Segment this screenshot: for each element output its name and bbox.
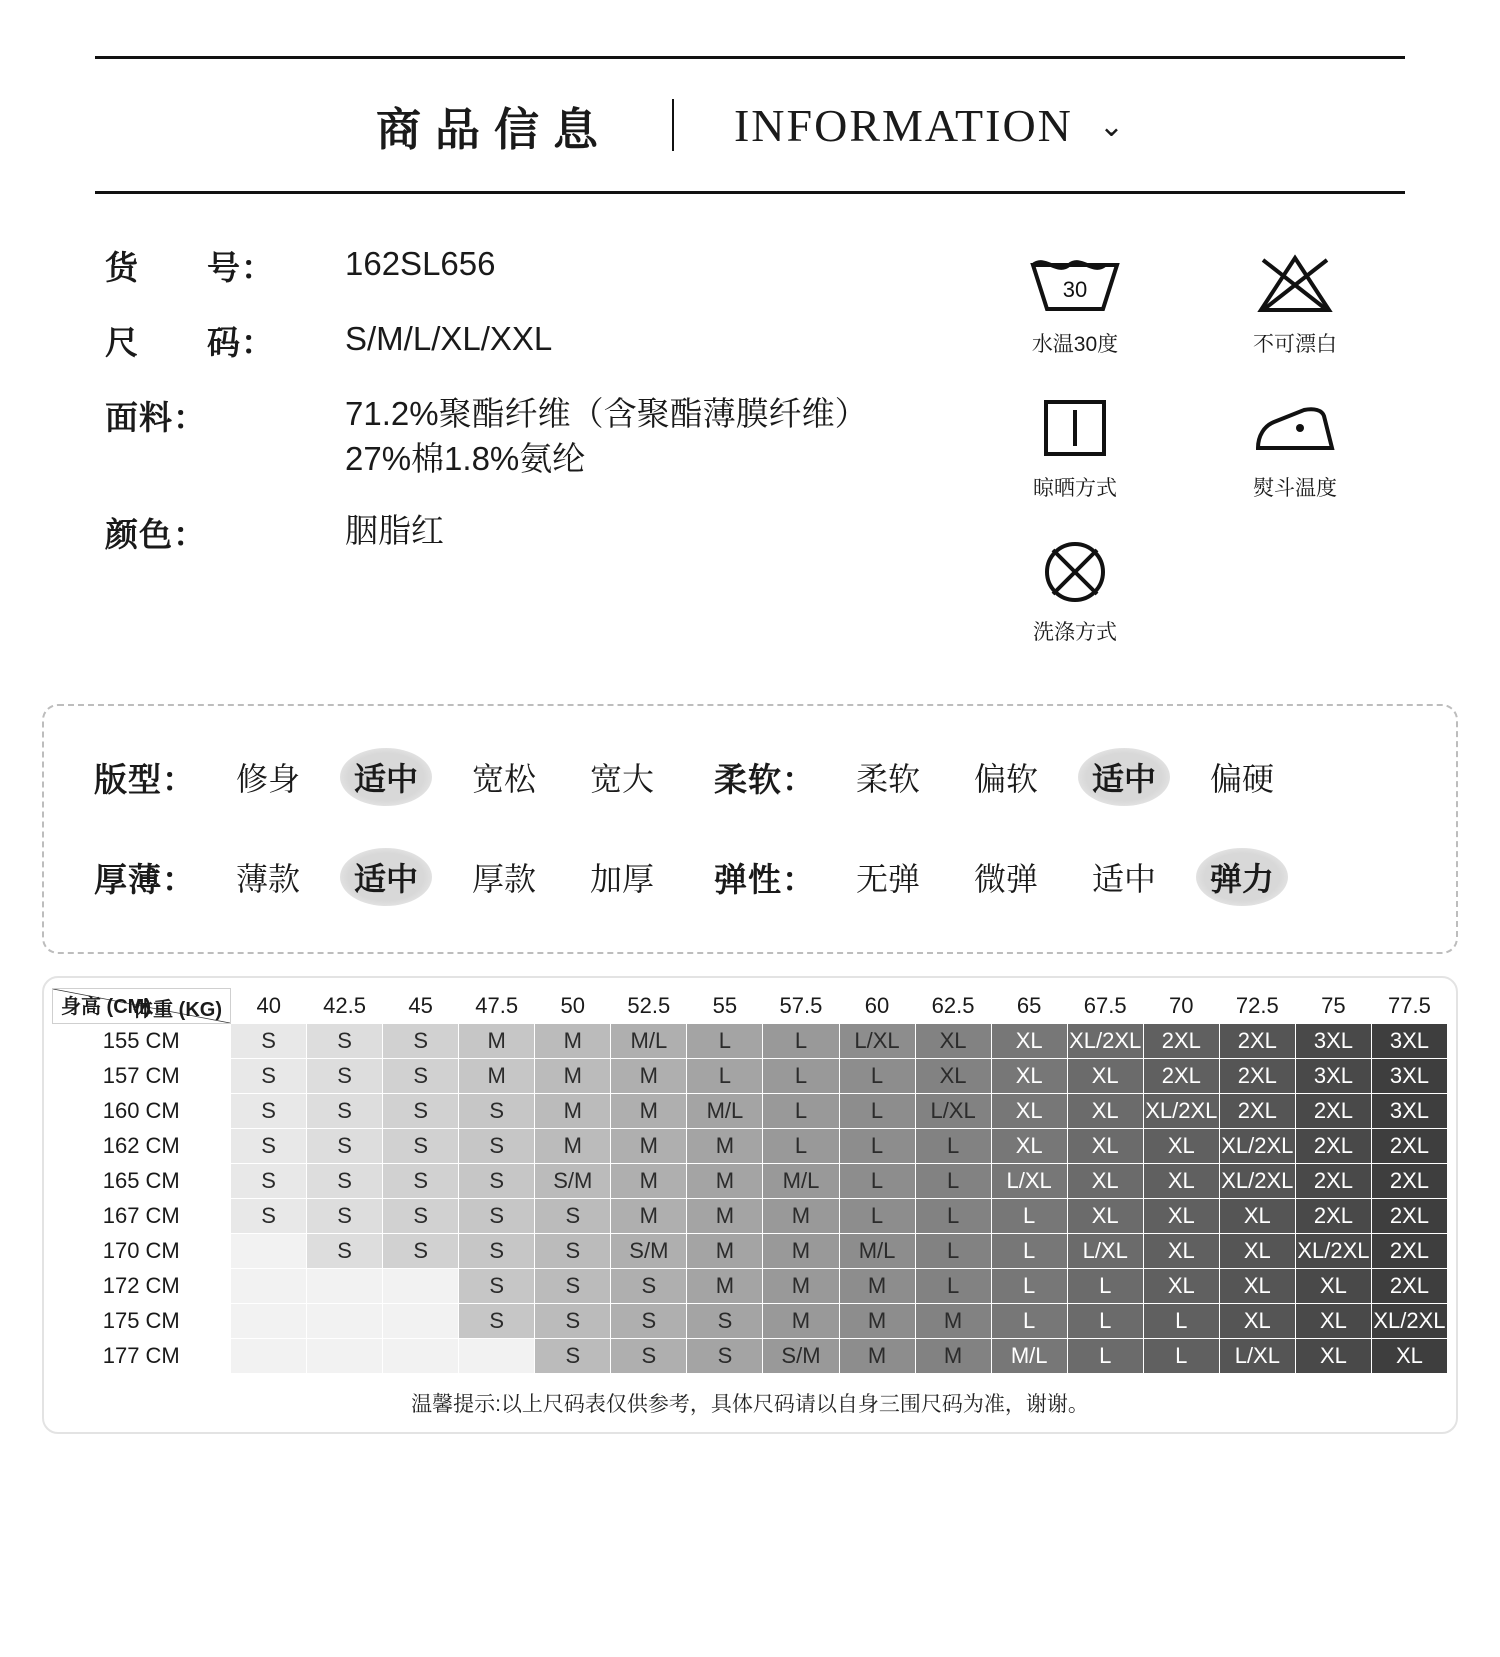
size-cell: XL/2XL [1219, 1129, 1295, 1164]
size-cell: 3XL [1371, 1059, 1447, 1094]
size-cell: S [231, 1059, 307, 1094]
size-cell: L [763, 1129, 839, 1164]
size-cell: M [611, 1199, 687, 1234]
size-cell: M [687, 1269, 763, 1304]
wash-temp-icon [1027, 248, 1123, 320]
size-cell: M [687, 1234, 763, 1269]
weight-header-cell: 47.5 [459, 989, 535, 1024]
table-corner-cell [53, 989, 231, 1024]
weight-header-cell: 77.5 [1371, 989, 1447, 1024]
size-cell: S [231, 1094, 307, 1129]
size-cell: S [231, 1164, 307, 1199]
size-cell: L [915, 1269, 991, 1304]
attribute-option-selected[interactable]: 弹力 [1196, 848, 1288, 906]
attribute-group-thickness [94, 848, 714, 906]
care-item-wash-method [965, 536, 1185, 646]
care-caption: 晾晒方式 [1033, 477, 1117, 500]
height-header-cell: 157 CM [53, 1059, 231, 1094]
size-cell: L [1143, 1339, 1219, 1374]
size-cell: S [687, 1304, 763, 1339]
size-cell: S [307, 1234, 383, 1269]
page-title-en: INFORMATION [733, 99, 1073, 151]
weight-header-cell: 52.5 [611, 989, 687, 1024]
weight-header-cell: 42.5 [307, 989, 383, 1024]
size-cell: S [383, 1199, 459, 1234]
table-row [53, 1199, 1448, 1234]
care-instructions [965, 242, 1405, 680]
corner-height-label: 身高 (CM) [61, 996, 151, 1018]
care-caption: 不可漂白 [1253, 333, 1337, 356]
size-cell: XL [1295, 1339, 1371, 1374]
dry-method-icon [1040, 392, 1110, 464]
size-cell: XL [991, 1059, 1067, 1094]
care-caption: 洗涤方式 [1033, 621, 1117, 644]
weight-header-cell: 70 [1143, 989, 1219, 1024]
size-cell: 2XL [1371, 1129, 1447, 1164]
size-cell: M/L [763, 1164, 839, 1199]
size-cell: L [763, 1059, 839, 1094]
attribute-row [94, 848, 1406, 906]
height-header-cell: 155 CM [53, 1024, 231, 1059]
size-cell: XL [1067, 1199, 1143, 1234]
table-header-row [53, 989, 1448, 1024]
size-cell: L [839, 1164, 915, 1199]
size-cell: XL [1219, 1304, 1295, 1339]
table-row [53, 1094, 1448, 1129]
attribute-option[interactable]: 加厚 [590, 861, 655, 897]
size-cell: XL [1143, 1164, 1219, 1199]
size-cell: M [687, 1129, 763, 1164]
size-cell: S [383, 1094, 459, 1129]
size-cell: S [307, 1094, 383, 1129]
size-cell: 2XL [1219, 1059, 1295, 1094]
size-cell: M/L [839, 1234, 915, 1269]
spec-list [105, 242, 965, 680]
attribute-option[interactable]: 修身 [236, 761, 301, 797]
size-cell: 2XL [1143, 1059, 1219, 1094]
weight-header-cell: 60 [839, 989, 915, 1024]
size-cell: M [611, 1164, 687, 1199]
size-chart-table [52, 988, 1448, 1374]
size-cell: L [915, 1129, 991, 1164]
size-cell: S [307, 1129, 383, 1164]
care-caption: 熨斗温度 [1253, 477, 1337, 500]
size-cell: XL [991, 1024, 1067, 1059]
height-header-cell: 167 CM [53, 1199, 231, 1234]
size-chart-note: 温馨提示:以上尺码表仅供参考，具体尺码请以自身三围尺码为准，谢谢。 [411, 1393, 1089, 1416]
care-item-dry-method [965, 392, 1185, 502]
attribute-title: 版型： [94, 760, 196, 798]
size-cell: S [459, 1304, 535, 1339]
attribute-option[interactable]: 无弹 [856, 861, 921, 897]
size-cell: S/M [763, 1339, 839, 1374]
size-cell: S [459, 1129, 535, 1164]
size-cell: 3XL [1295, 1024, 1371, 1059]
size-cell: XL/2XL [1371, 1304, 1447, 1339]
attributes-box [42, 704, 1458, 954]
size-cell: L [763, 1094, 839, 1129]
size-cell: XL [1219, 1234, 1295, 1269]
size-cell: L [1143, 1304, 1219, 1339]
spec-label: 尺 码： [105, 324, 275, 361]
size-cell: L/XL [839, 1024, 915, 1059]
size-cell: 2XL [1295, 1199, 1371, 1234]
size-cell: S [611, 1339, 687, 1374]
size-cell: S [459, 1199, 535, 1234]
size-cell: S [231, 1199, 307, 1234]
table-body [53, 1024, 1448, 1374]
weight-header-cell: 75 [1295, 989, 1371, 1024]
size-cell: S [307, 1059, 383, 1094]
size-cell: L [991, 1199, 1067, 1234]
size-cell: XL [1067, 1094, 1143, 1129]
attribute-option[interactable]: 微弹 [974, 861, 1039, 897]
care-item-no-bleach [1185, 248, 1405, 358]
attribute-title: 厚薄： [94, 860, 196, 898]
iron-temp-icon [1252, 392, 1338, 464]
size-cell: L [991, 1234, 1067, 1269]
size-cell: S [459, 1234, 535, 1269]
attribute-group-fit [94, 748, 714, 806]
size-cell: L/XL [991, 1164, 1067, 1199]
size-cell [231, 1304, 307, 1339]
spec-value: 71.2%聚酯纤维（含聚酯薄膜纤维） [345, 395, 868, 432]
size-cell: XL/2XL [1067, 1024, 1143, 1059]
size-cell: S [611, 1304, 687, 1339]
spec-value-group [345, 392, 868, 481]
size-cell: M [763, 1304, 839, 1339]
size-cell: XL [991, 1129, 1067, 1164]
info-section [0, 242, 1500, 680]
size-cell: XL [1143, 1129, 1219, 1164]
weight-header-cell: 67.5 [1067, 989, 1143, 1024]
wash-method-icon [1040, 536, 1110, 608]
size-cell: S [535, 1234, 611, 1269]
spec-value-line2: 27%棉1.8%氨纶 [345, 439, 586, 477]
weight-header-cell: 72.5 [1219, 989, 1295, 1024]
spec-row [105, 242, 965, 289]
size-cell: 2XL [1143, 1024, 1219, 1059]
table-row [53, 1234, 1448, 1269]
size-cell: S [231, 1129, 307, 1164]
size-cell: S [687, 1339, 763, 1374]
spec-row [105, 509, 965, 556]
size-cell: S/M [535, 1164, 611, 1199]
spec-row [105, 317, 965, 364]
size-cell: M [459, 1024, 535, 1059]
attribute-option[interactable]: 适中 [1092, 861, 1157, 897]
attribute-option-selected[interactable]: 适中 [340, 748, 432, 806]
height-header-cell: 162 CM [53, 1129, 231, 1164]
size-cell: XL [1143, 1234, 1219, 1269]
svg-text:30: 30 [1062, 277, 1088, 302]
size-cell: XL [1143, 1269, 1219, 1304]
size-cell: XL [915, 1024, 991, 1059]
size-cell: 2XL [1295, 1129, 1371, 1164]
spec-value: 162SL656 [345, 245, 496, 282]
size-cell: 3XL [1371, 1094, 1447, 1129]
no-bleach-icon [1255, 248, 1335, 320]
care-item-iron-temp [1185, 392, 1405, 502]
size-cell: XL [915, 1059, 991, 1094]
size-cell: L [1067, 1304, 1143, 1339]
size-cell: M [687, 1199, 763, 1234]
attribute-group-elasticity [714, 848, 1288, 906]
size-cell: S [383, 1059, 459, 1094]
size-cell: S [307, 1164, 383, 1199]
size-cell: XL [1295, 1304, 1371, 1339]
size-cell: L [991, 1304, 1067, 1339]
attribute-option[interactable]: 厚款 [472, 861, 537, 897]
table-row [53, 1269, 1448, 1304]
attribute-option[interactable]: 宽松 [472, 761, 537, 797]
size-cell: S [307, 1199, 383, 1234]
chevron-down-icon[interactable]: ⌄ [1098, 110, 1125, 143]
size-cell: M/L [687, 1094, 763, 1129]
size-cell: XL [1067, 1059, 1143, 1094]
size-cell: S [535, 1269, 611, 1304]
size-cell: L [687, 1059, 763, 1094]
size-cell: S [383, 1164, 459, 1199]
spec-value: 胭脂红 [345, 512, 444, 550]
attribute-option[interactable]: 宽大 [590, 761, 655, 797]
height-header-cell: 177 CM [53, 1339, 231, 1374]
page-title-cn: 商品信息 [375, 104, 612, 155]
attribute-option[interactable]: 柔软 [856, 761, 921, 797]
size-cell: L [1067, 1269, 1143, 1304]
size-cell: L [991, 1269, 1067, 1304]
size-cell: M [687, 1164, 763, 1199]
size-cell: L [839, 1129, 915, 1164]
table-row [53, 1024, 1448, 1059]
height-header-cell: 165 CM [53, 1164, 231, 1199]
weight-header-cell: 62.5 [915, 989, 991, 1024]
table-row [53, 1304, 1448, 1339]
section-header [95, 56, 1405, 194]
size-cell [231, 1234, 307, 1269]
attribute-option-selected[interactable]: 适中 [340, 848, 432, 906]
attribute-option-selected[interactable]: 适中 [1078, 748, 1170, 806]
size-cell [231, 1269, 307, 1304]
size-cell: XL [991, 1094, 1067, 1129]
spec-label: 货 号： [105, 249, 275, 286]
table-row [53, 1129, 1448, 1164]
height-header-cell: 175 CM [53, 1304, 231, 1339]
size-cell: M [763, 1199, 839, 1234]
care-caption: 水温30度 [1031, 333, 1119, 356]
size-cell: 2XL [1295, 1164, 1371, 1199]
size-cell: M [459, 1059, 535, 1094]
size-cell: S [535, 1304, 611, 1339]
size-cell: M/L [611, 1024, 687, 1059]
size-cell: XL [1143, 1199, 1219, 1234]
size-cell [383, 1339, 459, 1374]
size-cell [383, 1269, 459, 1304]
size-cell: S [307, 1024, 383, 1059]
size-cell: 2XL [1371, 1164, 1447, 1199]
size-cell: S [535, 1199, 611, 1234]
size-cell: M/L [991, 1339, 1067, 1374]
size-cell: M [763, 1269, 839, 1304]
size-cell: M [763, 1234, 839, 1269]
size-cell: S/M [611, 1234, 687, 1269]
size-cell: S [231, 1024, 307, 1059]
size-cell: L/XL [915, 1094, 991, 1129]
size-cell: M [915, 1339, 991, 1374]
size-cell: S [459, 1094, 535, 1129]
spec-label: 颜色： [105, 516, 207, 554]
size-cell [231, 1339, 307, 1374]
header-divider [672, 99, 674, 151]
size-cell: XL/2XL [1143, 1094, 1219, 1129]
size-cell: 2XL [1371, 1199, 1447, 1234]
weight-header-cell: 40 [231, 989, 307, 1024]
size-cell: S [383, 1024, 459, 1059]
care-item-wash-temp [965, 248, 1185, 358]
weight-header-cell: 65 [991, 989, 1067, 1024]
spec-row [105, 392, 965, 481]
size-cell: XL [1371, 1339, 1447, 1374]
size-cell [307, 1339, 383, 1374]
attribute-option[interactable]: 薄款 [236, 861, 301, 897]
size-cell: 3XL [1371, 1024, 1447, 1059]
size-cell: M [839, 1304, 915, 1339]
weight-header-cell: 55 [687, 989, 763, 1024]
size-cell: S [459, 1269, 535, 1304]
spec-value: S/M/L/XL/XXL [345, 320, 553, 357]
attribute-title: 弹性： [714, 860, 816, 898]
height-header-cell: 172 CM [53, 1269, 231, 1304]
size-cell: L [763, 1024, 839, 1059]
size-cell: S [459, 1164, 535, 1199]
size-cell [383, 1304, 459, 1339]
size-cell: L [687, 1024, 763, 1059]
table-row [53, 1059, 1448, 1094]
size-cell [307, 1269, 383, 1304]
size-cell: L [839, 1199, 915, 1234]
size-cell: 2XL [1219, 1024, 1295, 1059]
size-cell: M [535, 1059, 611, 1094]
size-cell: XL [1219, 1199, 1295, 1234]
weight-header-cell: 45 [383, 989, 459, 1024]
size-cell: S [611, 1269, 687, 1304]
size-cell: L [839, 1059, 915, 1094]
size-cell: XL [1219, 1269, 1295, 1304]
size-cell: M [535, 1024, 611, 1059]
size-cell: S [535, 1339, 611, 1374]
attribute-title: 柔软： [714, 760, 816, 798]
size-cell: 2XL [1371, 1269, 1447, 1304]
spec-label: 面料： [105, 399, 207, 436]
size-cell: M [915, 1304, 991, 1339]
size-cell: 3XL [1295, 1059, 1371, 1094]
size-cell: 2XL [1295, 1094, 1371, 1129]
size-cell: M [535, 1129, 611, 1164]
size-cell: M [839, 1339, 915, 1374]
size-cell: M [839, 1269, 915, 1304]
size-cell: XL/2XL [1295, 1234, 1371, 1269]
weight-header-cell: 50 [535, 989, 611, 1024]
attribute-row [94, 748, 1406, 806]
size-cell: XL [1295, 1269, 1371, 1304]
size-cell [307, 1304, 383, 1339]
size-cell: L [915, 1234, 991, 1269]
height-header-cell: 160 CM [53, 1094, 231, 1129]
attribute-option[interactable]: 偏硬 [1210, 761, 1275, 797]
size-cell: L [1067, 1339, 1143, 1374]
size-cell: L [839, 1094, 915, 1129]
table-row [53, 1164, 1448, 1199]
attribute-group-softness [714, 748, 1288, 806]
size-chart-card [42, 976, 1458, 1434]
height-header-cell: 170 CM [53, 1234, 231, 1269]
corner-weight-label: 体重 (KG) [133, 999, 222, 1021]
size-cell: M [611, 1129, 687, 1164]
size-cell: XL/2XL [1219, 1164, 1295, 1199]
size-cell: S [383, 1129, 459, 1164]
size-cell: 2XL [1219, 1094, 1295, 1129]
size-cell: 2XL [1371, 1234, 1447, 1269]
size-cell: XL [1067, 1164, 1143, 1199]
size-cell: M [535, 1094, 611, 1129]
attribute-option[interactable]: 偏软 [974, 761, 1039, 797]
size-cell: L/XL [1067, 1234, 1143, 1269]
size-cell: S [383, 1234, 459, 1269]
size-cell [459, 1339, 535, 1374]
size-cell: M [611, 1094, 687, 1129]
size-cell: L [915, 1164, 991, 1199]
table-row [53, 1339, 1448, 1374]
size-cell: L [915, 1199, 991, 1234]
weight-header-cell: 57.5 [763, 989, 839, 1024]
size-cell: M [611, 1059, 687, 1094]
product-information-page [0, 56, 1500, 1657]
size-cell: XL [1067, 1129, 1143, 1164]
size-cell: L/XL [1219, 1339, 1295, 1374]
